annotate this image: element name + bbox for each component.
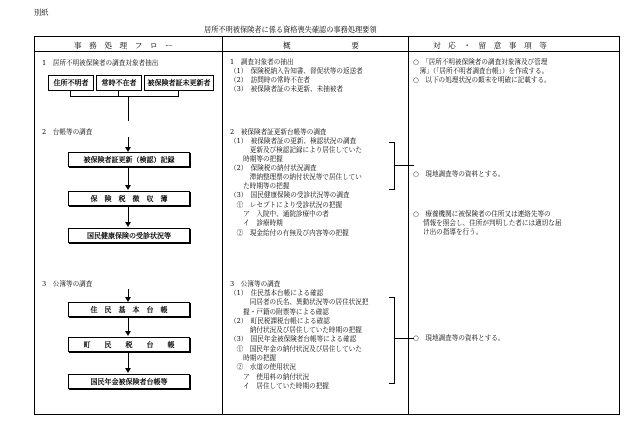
summary-2-line: （3） 国民健康保険の受診状況等の調査 [230,191,350,199]
notes-1-line: ○ 以下の処理状況の顛末を明確に記載する。 [413,76,551,84]
summary-3-line: 3 公簿等の調査 [230,280,281,288]
notes-2-a: ○ 現地調査等の資料とする。 [413,170,505,178]
flow-heading-3: 3 公簿等の調査 [42,280,93,288]
flow-line [128,167,129,187]
flow-box-resident-register: 住 民 基 本 台 帳 [68,302,190,317]
flow-box-insurance-consultation: 国民健康保険の受診状況等 [68,228,190,243]
notes-2-b-line: け出の指導を行う。 [423,228,483,236]
flow-box-pension-register: 国民年金被保険者台帳等 [68,374,190,389]
brace-bracket [389,142,395,190]
flow-box-card-renewal-record: 被保険者証更新（検認）記録 [68,152,190,167]
summary-3-line: ア 使用料の納付状況 [230,373,310,381]
header-notes: 対 応 ・ 留 意 事 項 等 [433,41,547,50]
arrow-down-icon [125,368,131,373]
summary-2-line: 2 被保険者証更新台帳等の調査 [230,128,327,136]
summary-2-line: ② 現金給付の有無及び内容等の把握 [230,229,349,237]
summary-2-line: 滞納整理票の納付状況等で居住してい [230,173,362,181]
brace-connector [394,338,414,339]
flow-box-municipal-tax-ledger: 町 民 税 台 帳 [68,337,190,352]
column-divider-1 [222,36,223,415]
summary-3-line: ① 国民年金の納付状況及び居住していた [230,345,362,353]
header-flow: 事 務 処 理 フ ロ ー [74,41,173,50]
summary-2-line: 時期等の把握 [230,155,283,163]
page-title: 居所不明被保険者に係る資格喪失確認の事務処理要領 [204,25,377,34]
notes-2-b-line: ○ 療養機関に被保険者の住所又は連絡先等の [413,210,551,218]
summary-3-line: 時期の把握 [230,354,277,362]
summary-2-line: た時期等の把握 [230,182,290,190]
summary-1-line: 1 調査対象者の抽出 [230,58,294,66]
summary-2-line: ① レセプトにより受診状況の把握 [230,201,343,209]
flow-heading-1: 1 居所不明被保険者の調査対象者抽出 [42,59,159,67]
summary-1-line: （3） 被保険者証の未更新、未抽被者 [230,85,343,93]
summary-2-line: （2） 保険税の納付状況調査 [230,164,317,172]
summary-3-line: 同居者の氏名、異動状況等の居住状況把 [230,298,369,306]
summary-3-line: イ 居住していた時期の把握 [230,382,329,390]
notes-3: ○ 現地調査等の資料とする。 [413,334,505,342]
brace-connector [394,165,414,166]
summary-1-line: （2） 訪問時の常時不在者 [230,76,311,84]
attachment-label: 別紙 [34,8,49,17]
summary-3-line: 納付状況及び居住していた時期の把握 [230,326,362,334]
summary-1-line: （1） 保険税納入告知書、督促状等の返送者 [230,67,363,75]
arrow-down-icon [125,185,131,190]
arrow-down-icon [125,222,131,227]
summary-2-line: イ 診療時期 [230,219,283,227]
notes-1-line: 簿」（「居所不明者調査台帳」）を作成する。 [413,67,549,75]
flow-heading-2: 2 台帳等の調査 [42,128,93,136]
header-summary: 概 要 [283,41,359,50]
flow-box-always-absent: 常時不在者 [96,75,142,91]
column-divider-2 [408,36,409,415]
flow-box-card-not-renewed: 被保険者証未更新者 [144,75,214,91]
summary-3-line: （1） 住民基本台帳による確認 [230,289,324,297]
summary-3-line: ② 水道の使用状況 [230,363,296,371]
arrow-down-icon [125,331,131,336]
notes-1-line: ○ 「居所不明被保険者の調査対象簿及び管理 [413,58,548,66]
header-divider [34,51,620,52]
flow-box-tax-collection-book: 保 険 税 徴 収 簿 [68,191,190,206]
summary-2-line: 更新及び検認記録により居住していた [230,146,362,154]
brace-bracket [389,297,395,384]
notes-2-b-line: 情報を照会し、住所が判明した者には適切な届 [423,219,562,227]
summary-3-line: 握・戸籍の附票等による確認 [230,308,329,316]
summary-2-line: ア 入院中、通院診療中の者 [230,210,329,218]
summary-3-line: （3） 国民年金被保険者台帳等による確認 [230,335,357,343]
summary-3-line: （2） 町民税課税台帳による確認 [230,317,330,325]
summary-2-line: （1） 被保険者証の更新、検認状況の調査 [230,137,357,145]
flow-line [128,96,129,121]
connector [70,96,179,97]
flow-box-address-unknown: 住所不明者 [48,75,94,91]
